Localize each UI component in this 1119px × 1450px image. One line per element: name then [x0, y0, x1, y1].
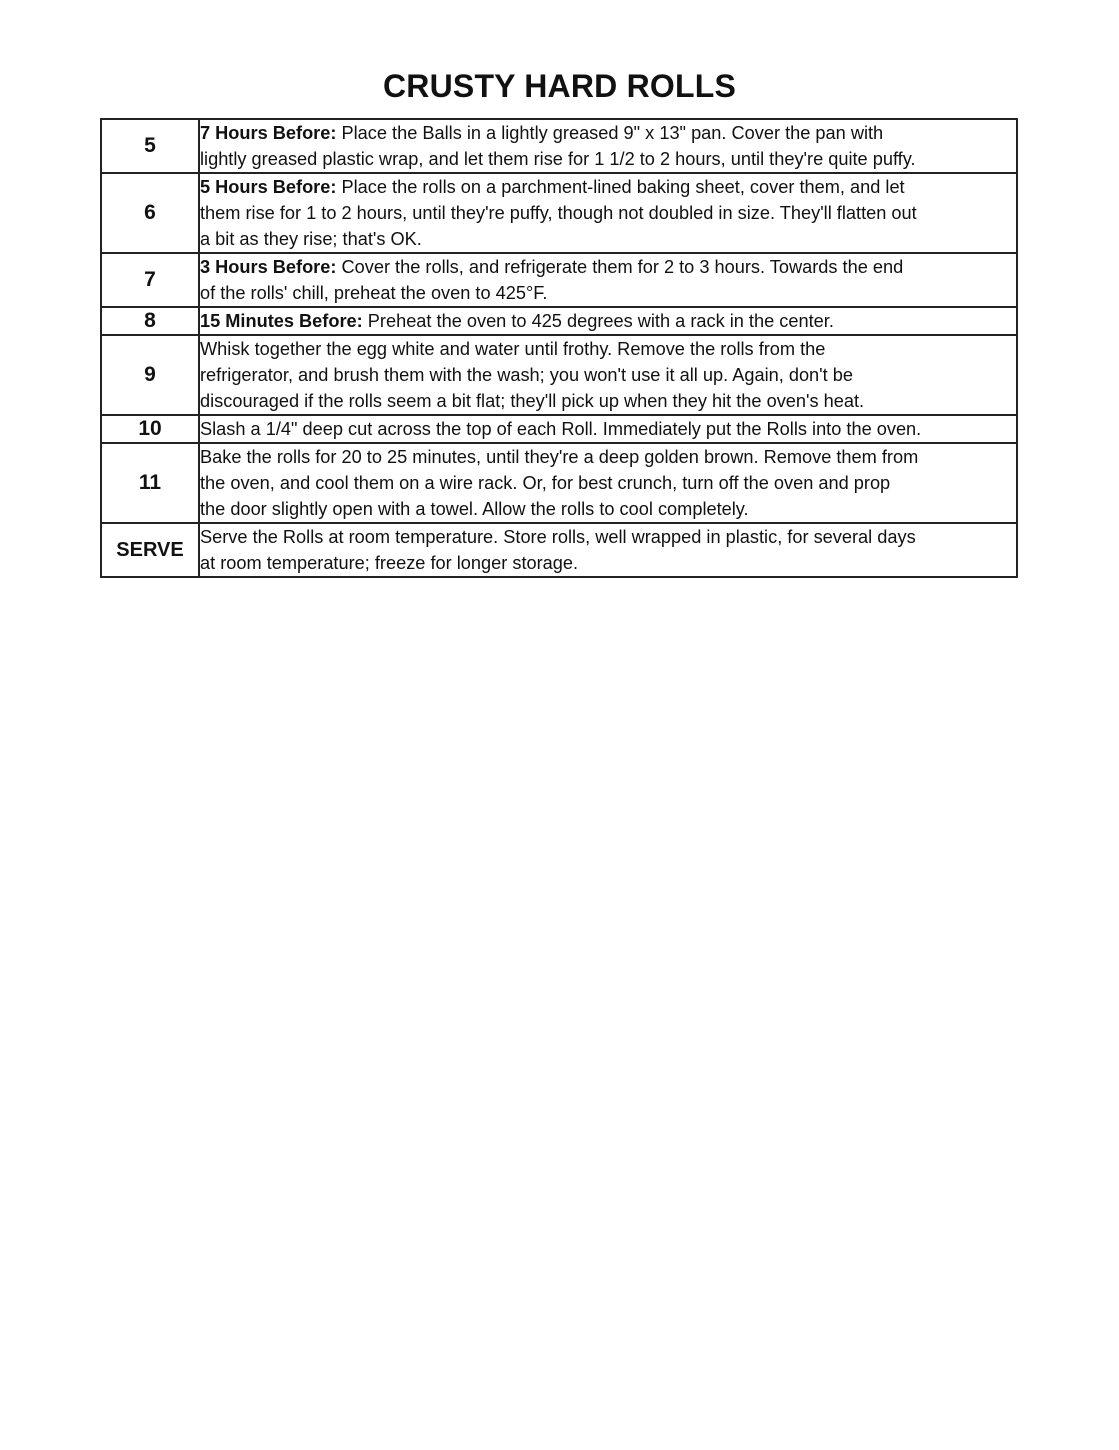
- table-row: [101, 173, 1017, 253]
- text-line: [200, 120, 1016, 146]
- step-number: 6: [101, 173, 199, 253]
- step-instruction: [199, 307, 1017, 335]
- step-number: 8: [101, 307, 199, 335]
- text-line: Slash a 1/4" deep cut across the top of each Roll. Immediately put the Rolls into the oven.: [200, 419, 922, 439]
- text-line: at room temperature; freeze for longer storage.: [200, 553, 579, 573]
- step-text: Preheat the oven to 425 degrees with a rack in the center.: [362, 311, 834, 331]
- step-instruction: [199, 253, 1017, 307]
- text-line: discouraged if the rolls seem a bit flat; they'll pick up when they hit the oven's heat.: [200, 391, 865, 411]
- table-row: [101, 523, 1017, 577]
- step-instruction: [199, 443, 1017, 523]
- text-line: a bit as they rise; that's OK.: [200, 229, 422, 249]
- table-row: [101, 335, 1017, 415]
- step-instruction: [199, 523, 1017, 577]
- text-line: them rise for 1 to 2 hours, until they're puffy, though not doubled in size. They'll flatten out: [200, 203, 917, 223]
- step-instruction: [199, 415, 1017, 443]
- step-text: Cover the rolls, and refrigerate them for 2 to 3 hours. Towards the end: [336, 257, 904, 277]
- text-line: the oven, and cool them on a wire rack. Or, for best crunch, turn off the oven and prop: [200, 473, 891, 493]
- step-time-label: 5 Hours Before:: [200, 177, 337, 197]
- step-instruction: [199, 173, 1017, 253]
- step-number: 9: [101, 335, 199, 415]
- table-row: [101, 415, 1017, 443]
- text-line: [200, 254, 1016, 280]
- text-line: of the rolls' chill, preheat the oven to 425°F.: [200, 283, 548, 303]
- step-number: 7: [101, 253, 199, 307]
- step-text: Place the Balls in a lightly greased 9" x 13" pan. Cover the pan with: [336, 123, 884, 143]
- step-number: 10: [101, 415, 199, 443]
- recipe-steps-table: [100, 118, 1018, 578]
- table-row: [101, 443, 1017, 523]
- text-line: Whisk together the egg white and water until frothy. Remove the rolls from the: [200, 339, 826, 359]
- text-line: [200, 308, 1016, 334]
- step-number: 11: [101, 443, 199, 523]
- step-instruction: [199, 119, 1017, 173]
- step-time-label: 3 Hours Before:: [200, 257, 337, 277]
- step-number: 5: [101, 119, 199, 173]
- text-line: lightly greased plastic wrap, and let them rise for 1 1/2 to 2 hours, until they're quite puffy.: [200, 149, 916, 169]
- text-line: Serve the Rolls at room temperature. Store rolls, well wrapped in plastic, for several days: [200, 527, 916, 547]
- text-line: Bake the rolls for 20 to 25 minutes, until they're a deep golden brown. Remove them from: [200, 447, 919, 467]
- table-row: [101, 119, 1017, 173]
- step-instruction: [199, 335, 1017, 415]
- step-number: SERVE: [101, 523, 199, 577]
- text-line: [200, 174, 1016, 200]
- page-title: CRUSTY HARD ROLLS: [382, 68, 737, 104]
- text-line: refrigerator, and brush them with the wash; you won't use it all up. Again, don't be: [200, 365, 853, 385]
- step-time-label: 15 Minutes Before:: [200, 311, 363, 331]
- text-line: the door slightly open with a towel. Allow the rolls to cool completely.: [200, 499, 749, 519]
- table-row: [101, 253, 1017, 307]
- step-text: Place the rolls on a parchment-lined baking sheet, cover them, and let: [336, 177, 905, 197]
- step-time-label: 7 Hours Before:: [200, 123, 337, 143]
- table-row: [101, 307, 1017, 335]
